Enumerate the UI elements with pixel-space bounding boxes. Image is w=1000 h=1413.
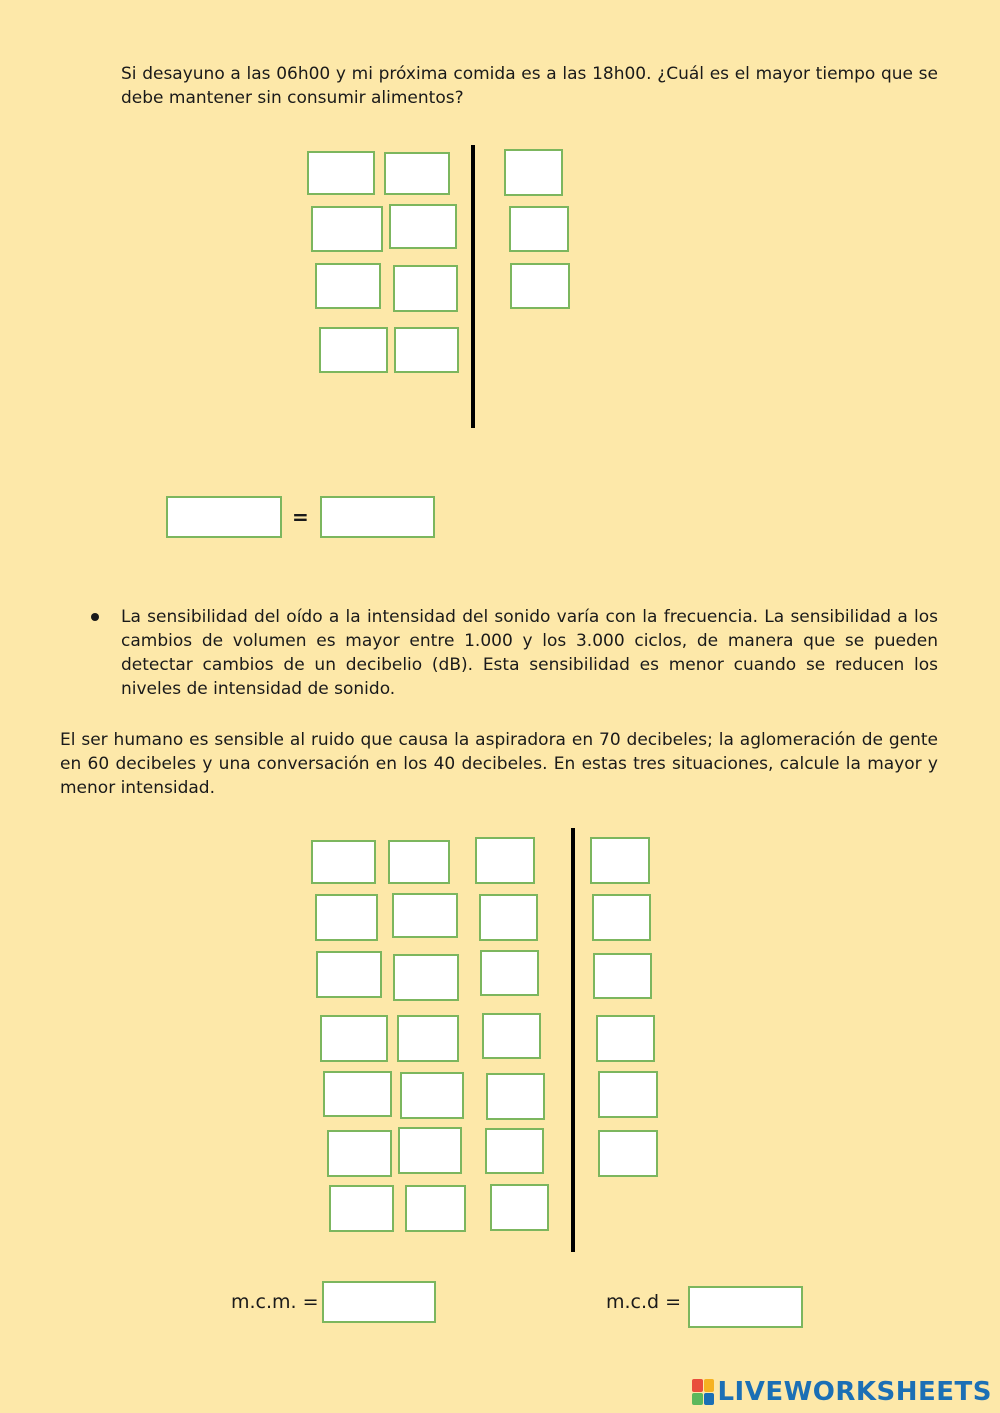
answer-box[interactable] (311, 206, 383, 252)
answer-box[interactable] (316, 951, 382, 998)
mcd-label: m.c.d = (606, 1291, 682, 1313)
result-input-left[interactable] (166, 496, 282, 538)
logo-text: LIVEWORKSHEETS (717, 1377, 992, 1407)
answer-box[interactable] (389, 204, 457, 249)
division-line (471, 145, 475, 428)
answer-box[interactable] (307, 151, 375, 195)
answer-box[interactable] (400, 1072, 464, 1119)
result-input-right[interactable] (320, 496, 435, 538)
answer-box[interactable] (504, 149, 563, 196)
equals-sign: = (292, 505, 309, 529)
bullet-point (91, 613, 99, 621)
answer-box[interactable] (596, 1015, 655, 1062)
answer-box[interactable] (315, 263, 381, 309)
answer-box[interactable] (315, 894, 378, 941)
answer-box[interactable] (393, 265, 458, 312)
answer-box[interactable] (398, 1127, 462, 1174)
answer-box[interactable] (509, 206, 569, 252)
bullet-text: La sensibilidad del oído a la intensidad del sonido varía con la frecuencia. La sensibilidad a los cambios de volumen es mayor entre 1.000 y los 3.000 ciclos, de manera que se pueden detectar cambios de un decibelio (dB). Esta sensibilidad es menor cuando se reducen los niveles de intensidad de sonido. (121, 607, 938, 699)
question-2-text: El ser humano es sensible al ruido que causa la aspiradora en 70 decibeles; la aglomeración de gente en 60 decibeles y una conversación en los 40 decibeles. En estas tres situaciones, calcule la mayor y menor intensidad. (60, 730, 938, 798)
answer-box[interactable] (384, 152, 450, 195)
mcm-input[interactable] (322, 1281, 436, 1323)
answer-box[interactable] (319, 327, 388, 373)
mcm-label: m.c.m. = (231, 1291, 319, 1313)
answer-box[interactable] (394, 327, 459, 373)
answer-box[interactable] (397, 1015, 459, 1062)
answer-box[interactable] (320, 1015, 388, 1062)
mcd-input[interactable] (688, 1286, 803, 1328)
division-line (571, 828, 575, 1252)
answer-box[interactable] (311, 840, 376, 884)
answer-box[interactable] (598, 1071, 658, 1118)
answer-box[interactable] (388, 840, 450, 884)
answer-box[interactable] (393, 954, 459, 1001)
answer-box[interactable] (327, 1130, 392, 1177)
answer-box[interactable] (329, 1185, 394, 1232)
answer-box[interactable] (485, 1128, 544, 1174)
liveworksheets-logo (692, 1377, 992, 1407)
answer-box[interactable] (593, 953, 652, 999)
answer-box[interactable] (590, 837, 650, 884)
answer-box[interactable] (510, 263, 570, 309)
answer-box[interactable] (479, 894, 538, 941)
question-1-text: Si desayuno a las 06h00 y mi próxima comida es a las 18h00. ¿Cuál es el mayor tiempo que se debe mantener sin consumir alimentos? (121, 64, 938, 108)
answer-box[interactable] (490, 1184, 549, 1231)
answer-box[interactable] (323, 1071, 392, 1117)
answer-box[interactable] (486, 1073, 545, 1120)
answer-box[interactable] (475, 837, 535, 884)
answer-box[interactable] (405, 1185, 466, 1232)
answer-box[interactable] (598, 1130, 658, 1177)
logo-icon (692, 1379, 714, 1405)
answer-box[interactable] (392, 893, 458, 938)
answer-box[interactable] (592, 894, 651, 941)
answer-box[interactable] (480, 950, 539, 996)
answer-box[interactable] (482, 1013, 541, 1059)
